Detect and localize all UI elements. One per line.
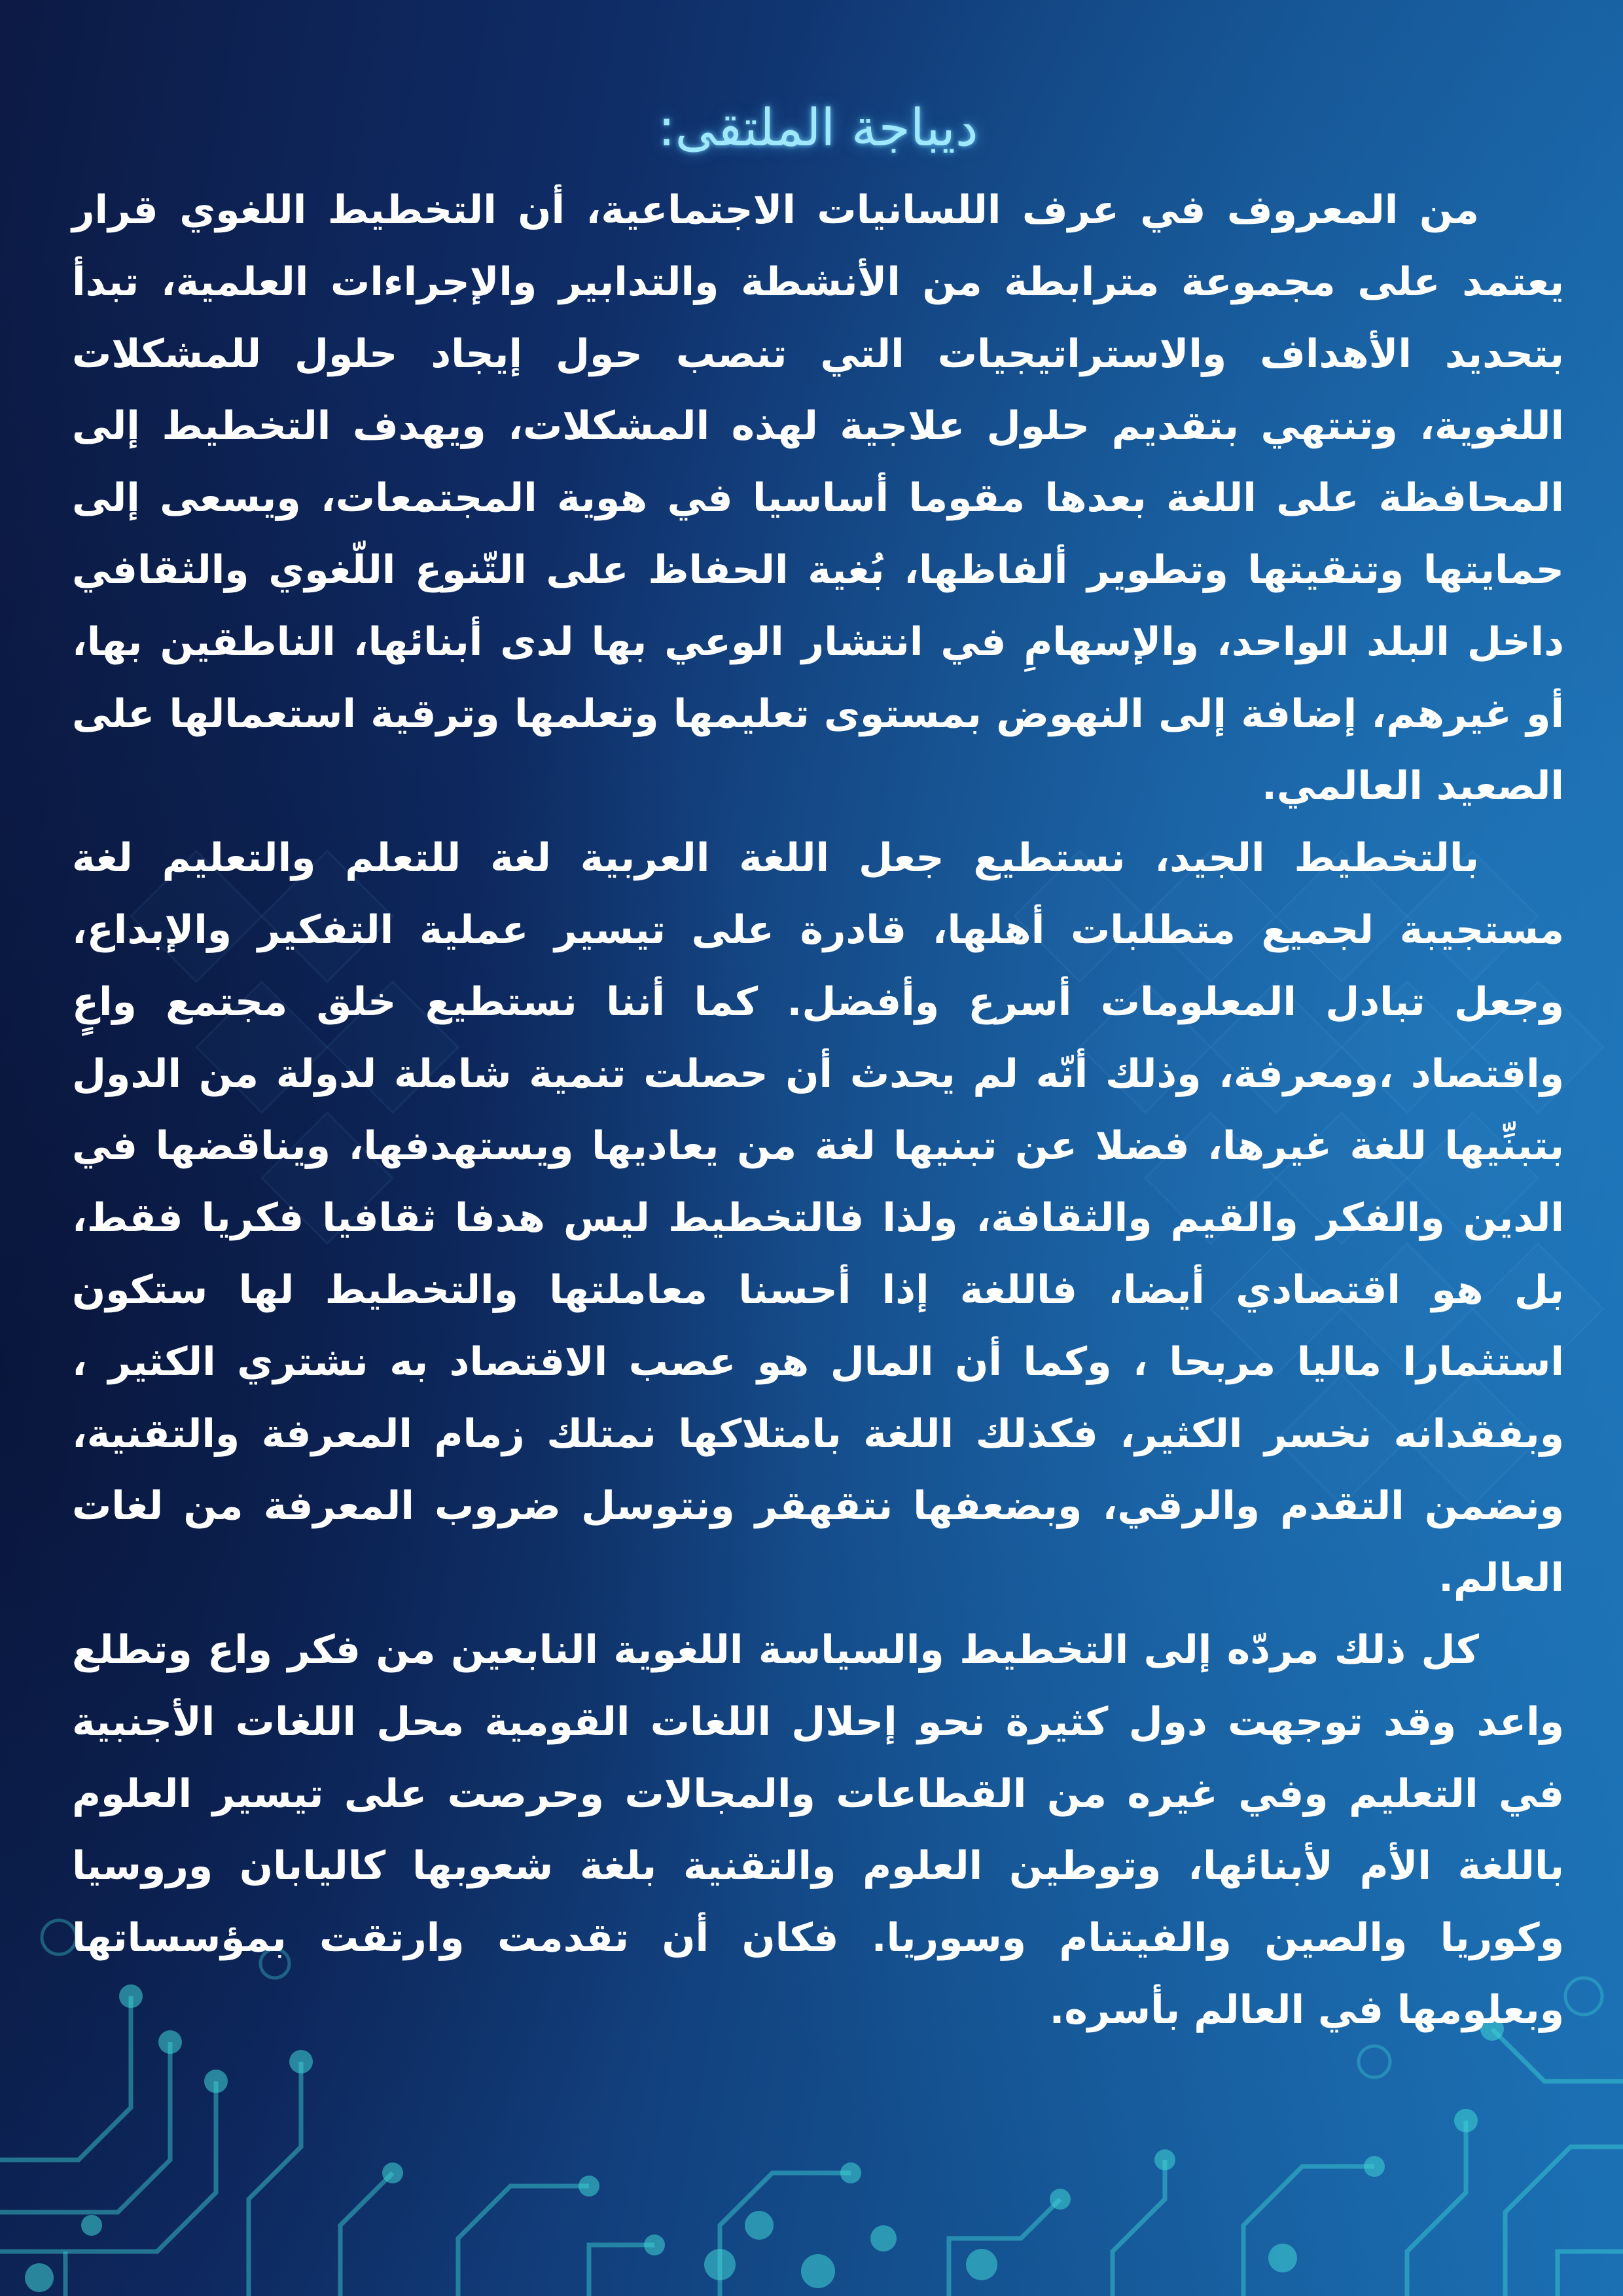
body-paragraph-2: بالتخطيط الجيد، نستطيع جعل اللغة العربية لغة للتعلم والتعليم لغة مستجيبة لجميع متطلبات أهلها، قادرة على تيسير عملية التفكير والإبداع، وجعل تبادل المعلومات أسرع وأفضل. كما أننا نستطيع خلق مجتمع واعٍ واقتصاد ،ومعرفة، وذلك أنّه لم يحدث أن حصلت تنمية شاملة لدولة من الدول بتبنِّيها للغة غيرها، فضلا عن تبنيها لغة من يعاديها ويستهدفها، ويناقضها في الدين والفكر والقيم والثقافة، ولذا فالتخطيط ليس هدفا ثقافيا فكريا فقط، بل هو اقتصادي أيضا، فاللغة إذا أحسنا معاملتها والتخطيط لها ستكون استثمارا ماليا مربحا ، وكما أن المال هو عصب الاقتصاد به نشتري الكثير ، وبفقدانه نخسر الكثير، فكذلك اللغة بامتلاكها نمتلك زمام المعرفة والتقنية، ونضمن التقدم والرقي، وبضعفها نتقهقر ونتوسل ضروب المعرفة من لغات العالم. bbox=[72, 834, 1564, 1601]
document-page bbox=[72, 98, 1564, 2046]
page-title: ديباجة الملتقى: bbox=[658, 99, 978, 158]
body-paragraph-3: كل ذلك مردّه إلى التخطيط والسياسة اللغوية النابعين من فكر واع وتطلع واعد وقد توجهت دول كثيرة نحو إحلال اللغات القومية محل اللغات الأجنبية في التعليم وفي غيره من القطاعات والمجالات وحرصت على تيسير العلوم باللغة الأم لأبنائها، وتوطين العلوم والتقنية بلغة شعوبها كاليابان وروسيا وكوريا والصين والفيتنام وسوريا. فكان أن تقدمت وارتقت بمؤسساتها وبعلومها في العالم بأسره. bbox=[72, 1626, 1564, 2033]
body-paragraph-1: من المعروف في عرف اللسانيات الاجتماعية، أن التخطيط اللغوي قرار يعتمد على مجموعة مترابطة من الأنشطة والتدابير والإجراءات العلمية، تبدأ بتحديد الأهداف والاستراتيجيات التي تنصب حول إيجاد حلول للمشكلات اللغوية، وتنتهي بتقديم حلول علاجية لهذه المشكلات، ويهدف التخطيط إلى المحافظة على اللغة بعدها مقوما أساسيا في هوية المجتمعات، ويسعى إلى حمايتها وتنقيتها وتطوير ألفاظها، بُغية الحفاظ على التّنوع اللّغوي والثقافي داخل البلد الواحد، والإسهامِ في انتشار الوعي بها لدى أبنائها، الناطقين بها، أو غيرهم، إضافة إلى النهوض بمستوى تعليمها وتعلمها وترقية استعمالها على الصعيد العالمي. bbox=[72, 187, 1564, 809]
